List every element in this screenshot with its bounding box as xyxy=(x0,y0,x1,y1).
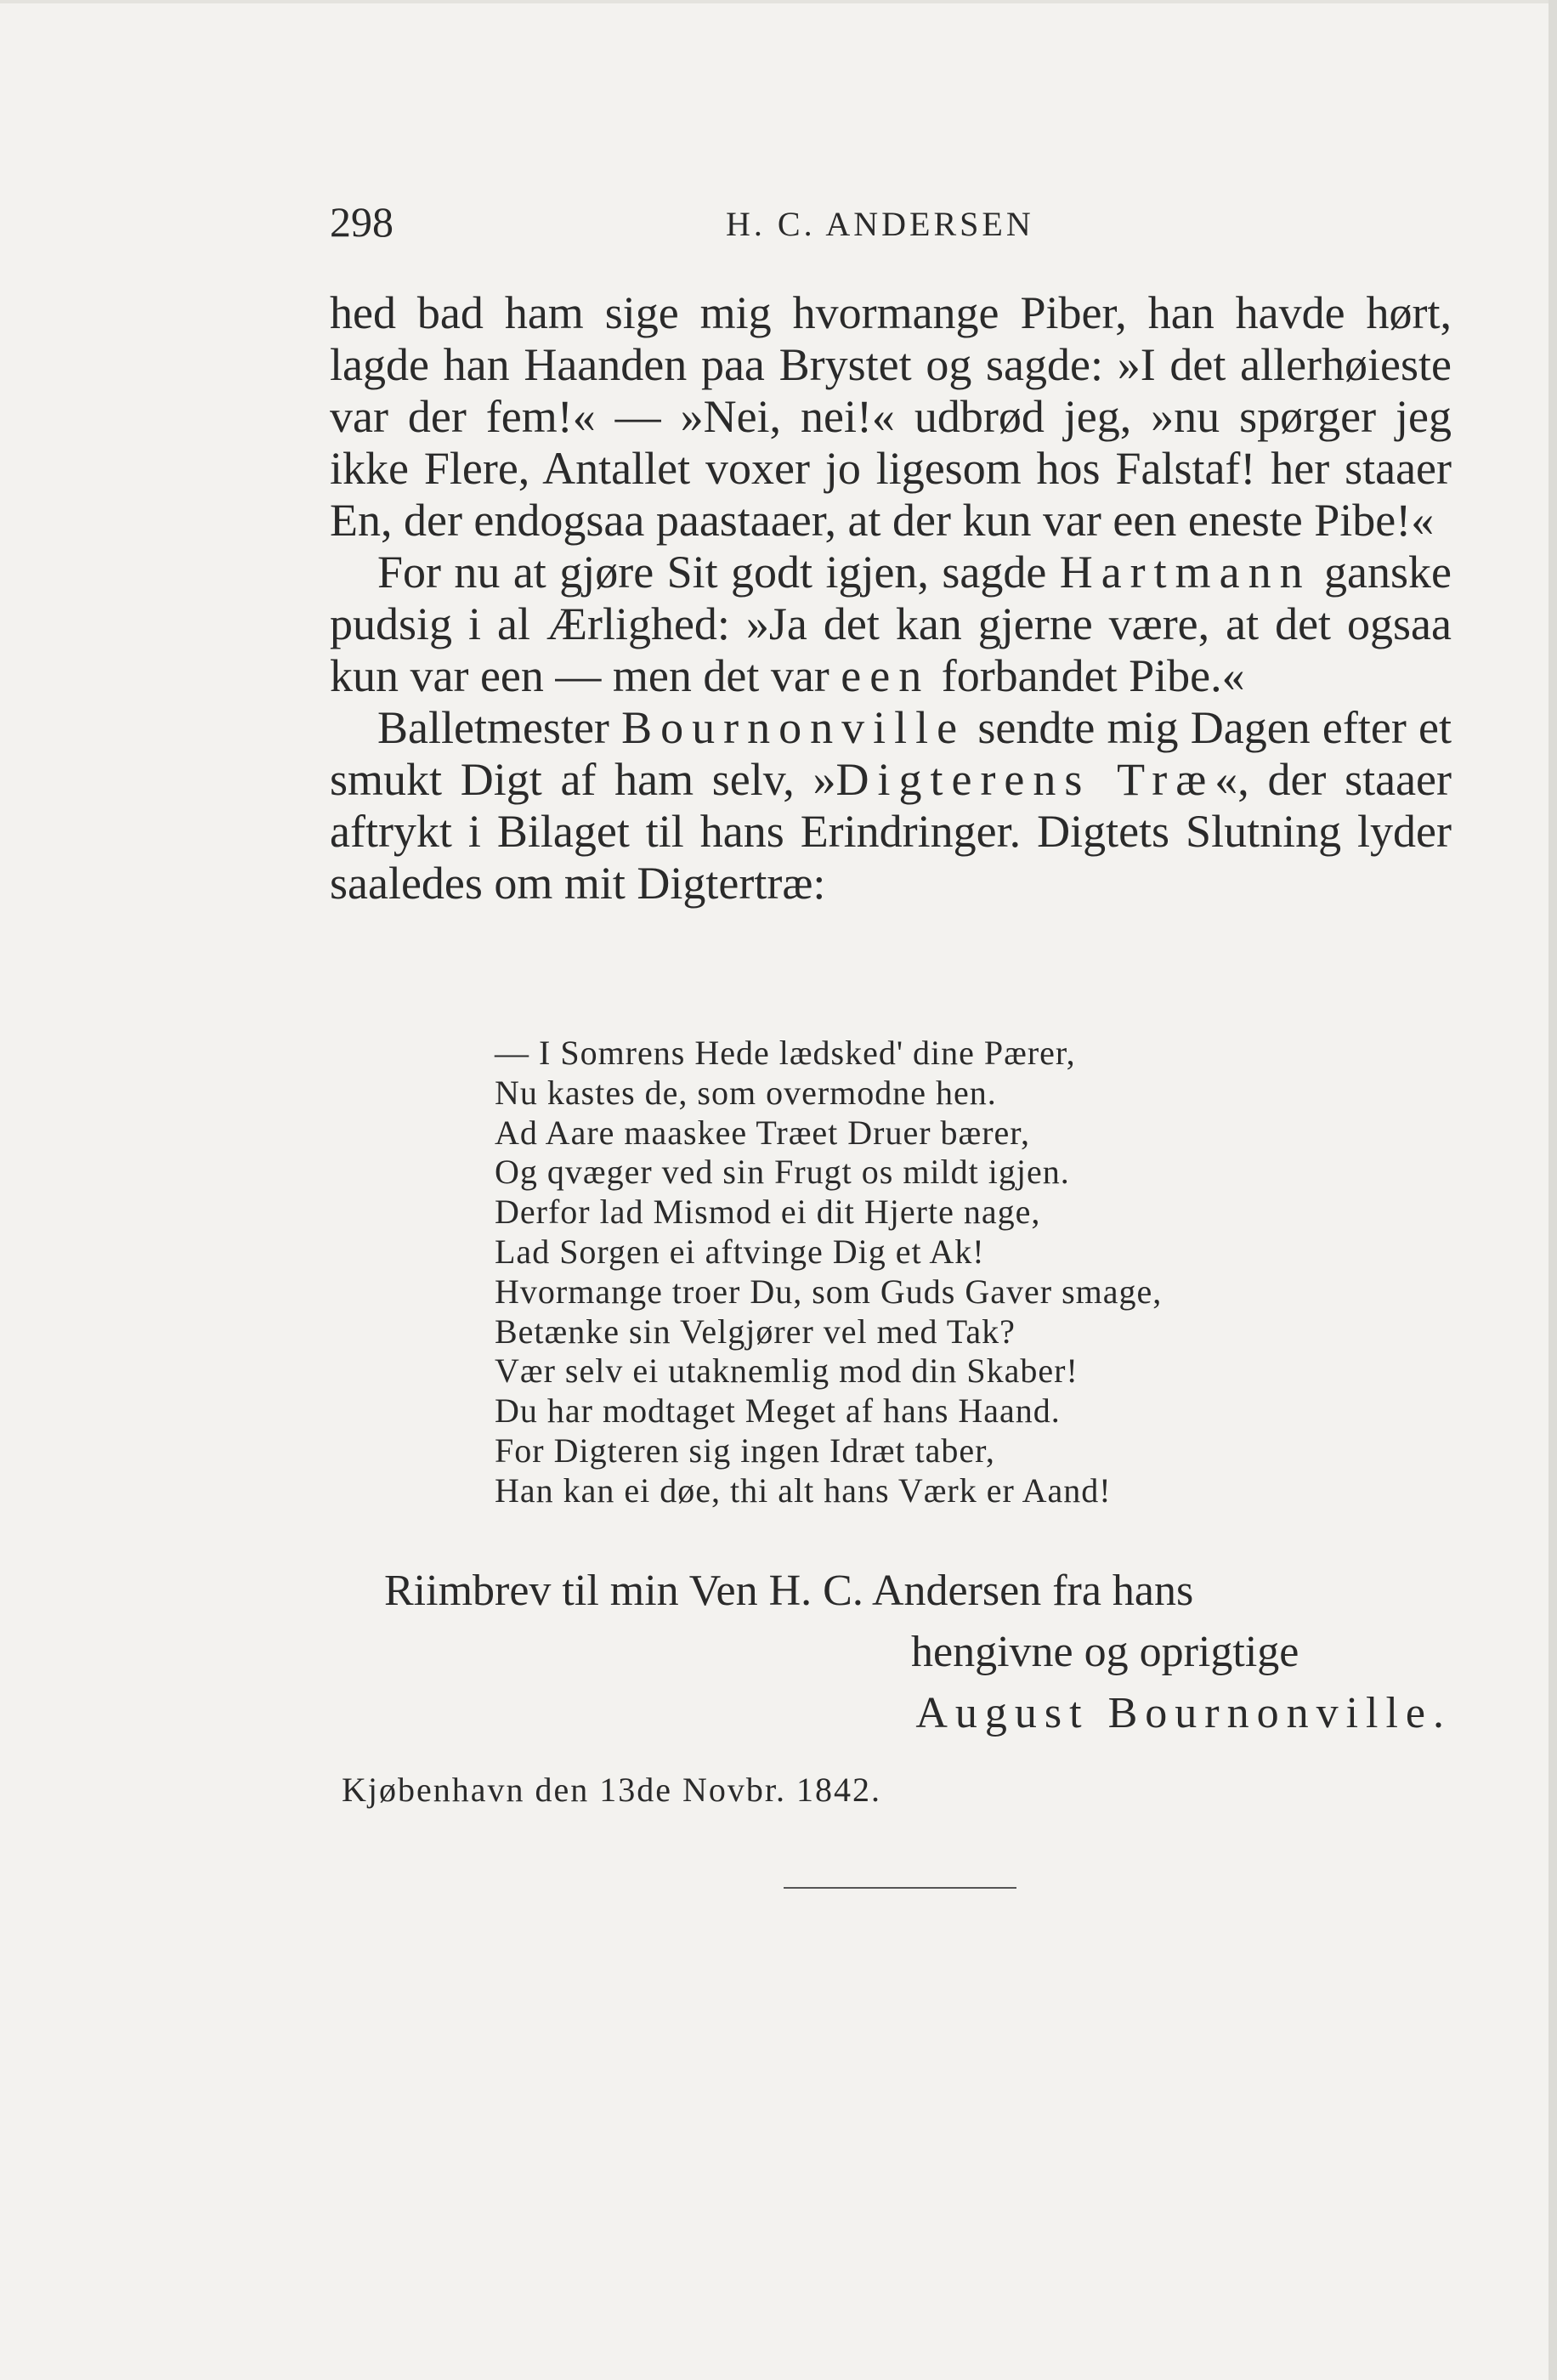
paragraph-3-text-b: sendte mig Dagen efter et smukt Digt af ham selv, » xyxy=(330,702,1452,805)
paragraph-3 xyxy=(330,702,1452,910)
poem-line: Vær selv ei utaknemlig mod din Skaber! xyxy=(495,1352,1079,1391)
poem-line: Hvormange troer Du, som Guds Gaver smage, xyxy=(495,1272,1163,1311)
poem-line: Han kan ei døe, thi alt hans Værk er Aand! xyxy=(495,1470,1112,1510)
paragraph-2-text-b: ganske pudsig i al Ærlighed: »Ja det kan gjerne være, at det ogsaa kun var een — men det var xyxy=(330,547,1452,701)
spaced-word-een: een xyxy=(841,650,931,701)
poem-block xyxy=(495,1034,1162,1511)
page-top-edge xyxy=(0,0,1557,3)
spaced-title-digterens-trae: Digterens Træ xyxy=(835,754,1215,805)
poem-line: — I Somrens Hede lædsked' dine Pærer, xyxy=(495,1034,1076,1072)
poem-line: Derfor lad Mismod ei dit Hjerte nage, xyxy=(495,1193,1041,1232)
paragraph-3-text-c: «, der staaer aftrykt i Bilaget til hans Erindringer. Digtets Slutning lyder saaledes om mit Digtertræ: xyxy=(330,754,1452,909)
running-head: H. C. ANDERSEN xyxy=(726,205,1034,243)
spaced-name-bournonville: Bournonville xyxy=(621,702,966,753)
paragraph-1: hed bad ham sige mig hvormange Piber, han havde hørt, lagde han Haanden paa Brystet og sagde: »I det allerhøieste var der fem!« — »Nei, nei!« udbrød jeg, »nu spørger jeg ikke Flere, Antallet voxer jo ligesom hos Falstaf! her staaer En, der endogsaa paastaaer, at der kun var een eneste Pibe!« xyxy=(330,287,1452,546)
paragraph-3-text-a: Balletmester xyxy=(377,702,622,753)
spaced-name-hartmann: Hartmann xyxy=(1059,547,1311,598)
poem-line: For Digteren sig ingen Idræt taber, xyxy=(495,1431,995,1470)
signature-line-2: hengivne og oprigtige xyxy=(911,1628,1299,1676)
page-number: 298 xyxy=(330,198,393,246)
paragraph-2 xyxy=(330,547,1452,702)
page-right-edge xyxy=(1549,0,1557,2380)
signature-author: August Bournonville. xyxy=(915,1689,1452,1737)
dateline: Kjøbenhavn den 13de Novbr. 1842. xyxy=(342,1771,882,1809)
poem-line: Betænke sin Velgjører vel med Tak? xyxy=(495,1312,1016,1351)
prose-body xyxy=(330,287,1452,910)
paragraph-2-text-c: forbandet Pibe.« xyxy=(930,650,1245,701)
poem-line: Og qvæger ved sin Frugt os mildt igjen. xyxy=(495,1153,1070,1192)
poem-line: Du har modtaget Meget af hans Haand. xyxy=(495,1391,1061,1431)
poem-line: Nu kastes de, som overmodne hen. xyxy=(495,1073,997,1112)
paragraph-2-text-a: For nu at gjøre Sit godt igjen, sagde xyxy=(377,547,1060,598)
page-header xyxy=(330,197,1452,248)
end-rule xyxy=(784,1887,1016,1889)
signature-line-1: Riimbrev til min Ven H. C. Andersen fra hans xyxy=(384,1567,1194,1615)
poem-line: Ad Aare maaskee Træet Druer bærer, xyxy=(495,1113,1031,1152)
poem-line: Lad Sorgen ei aftvinge Dig et Ak! xyxy=(495,1232,985,1271)
